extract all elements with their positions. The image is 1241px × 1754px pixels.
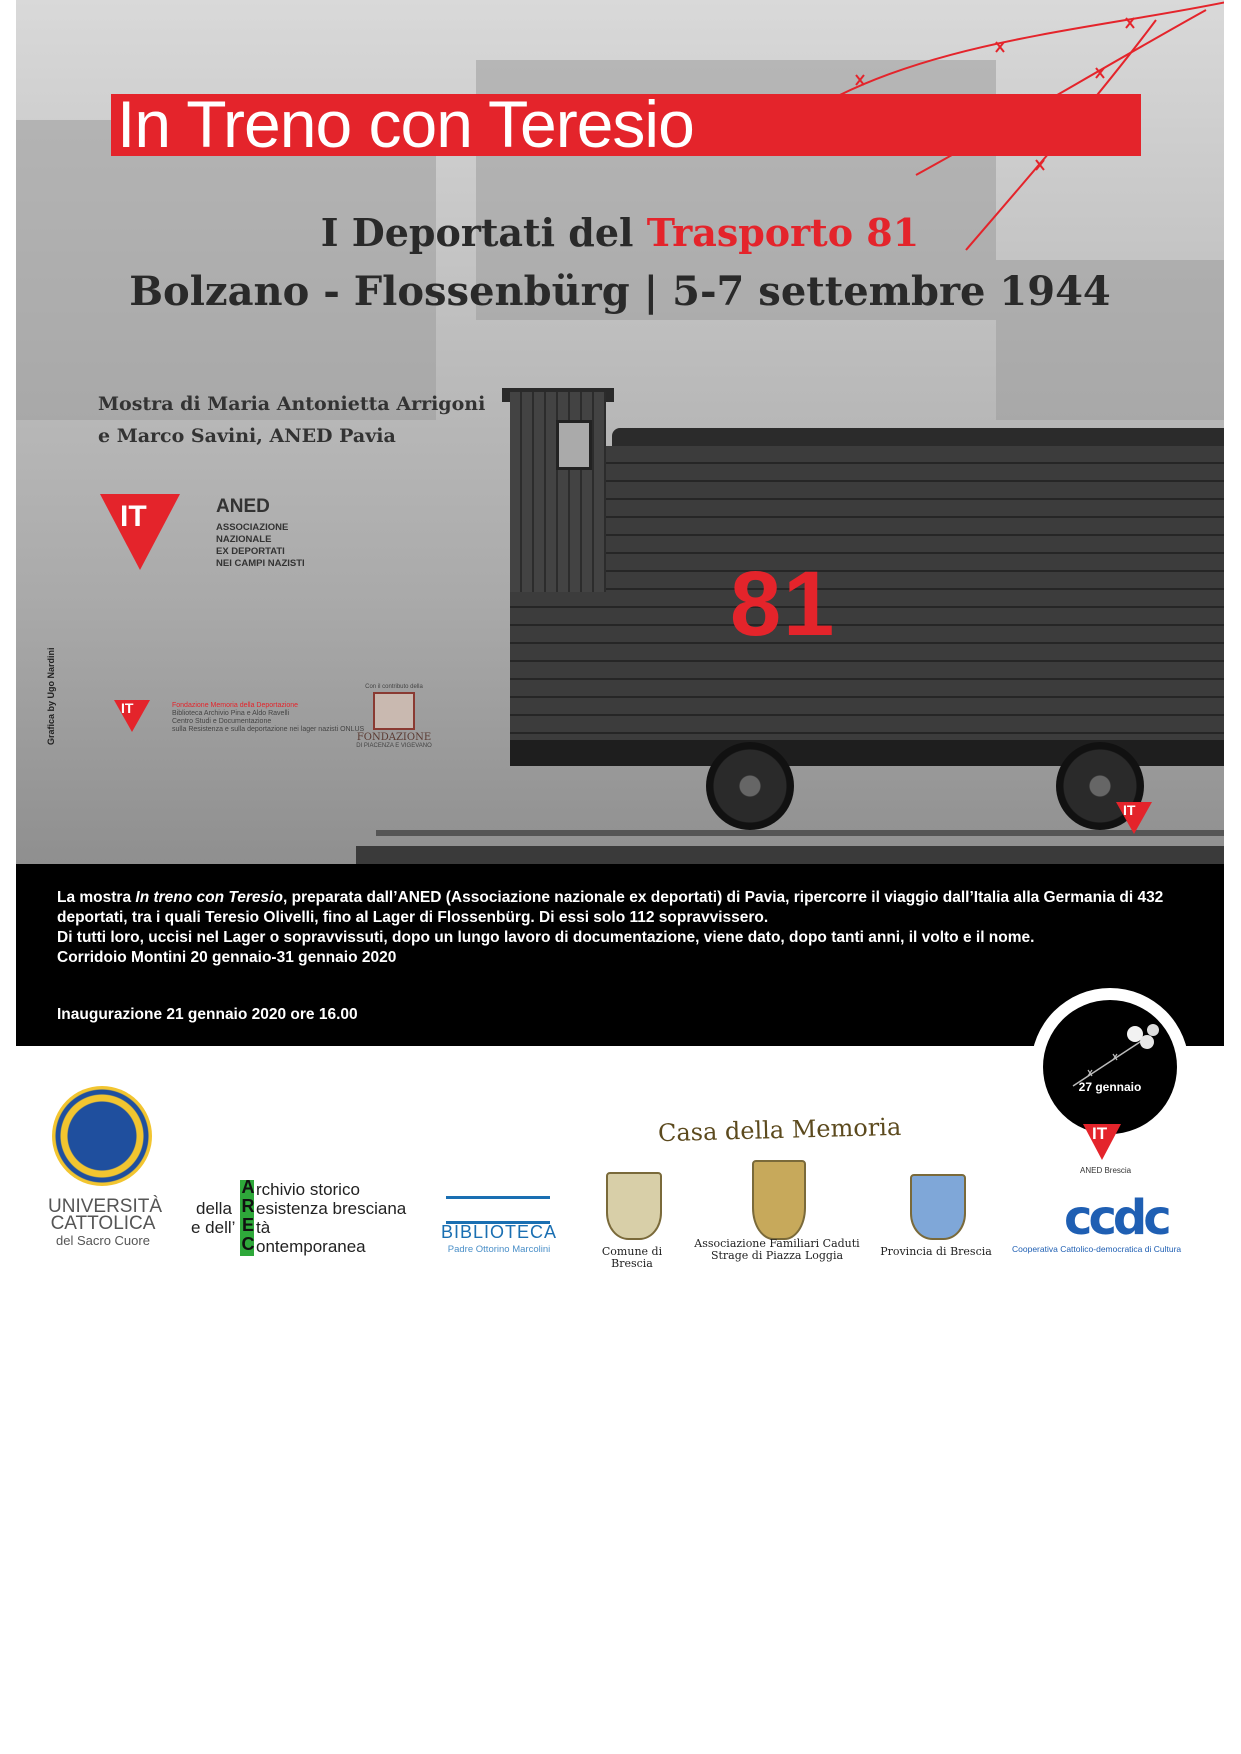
comune-crest-icon: [606, 1172, 662, 1240]
fondazione-sub: DI PIACENZA E VIGEVANO: [356, 743, 432, 749]
comune-label: Comune di Brescia: [601, 1245, 663, 1270]
fondazione-memoria-text: [172, 702, 364, 734]
arec-line: esistenza bresciana: [256, 1199, 407, 1218]
loggia-emblem-icon: [752, 1160, 806, 1240]
aned-name: ANED: [216, 496, 270, 517]
rail: [356, 846, 1224, 864]
desc-italic-title: In treno con Teresio: [135, 889, 283, 906]
rail: [376, 830, 1224, 836]
arec-letter: R: [241, 1196, 255, 1216]
provincia-crest-icon: [910, 1174, 966, 1240]
arec-letter: C: [241, 1234, 255, 1254]
familiari-line: Associazione Familiari Caduti: [694, 1237, 860, 1250]
small-it-label: IT: [1123, 802, 1136, 818]
flower-barbed-wire-icon: [1043, 1000, 1177, 1134]
contributo-label: Con il contributo della: [365, 684, 423, 690]
curator-line-1: Mostra di Maria Antonietta Arrigoni: [98, 393, 486, 415]
biblioteca-book-icon: [446, 1196, 550, 1224]
arec-line: e dell’: [191, 1218, 236, 1237]
poster-image: [16, 0, 1224, 864]
subtitle-highlight: Trasporto 81: [646, 210, 920, 255]
familiari-line: Strage di Piazza Loggia: [710, 1249, 844, 1262]
freight-wagon: [510, 446, 1224, 746]
curator-credit: [98, 388, 485, 452]
ucsc-line: CATTOLICA: [50, 1213, 156, 1234]
description-paragraph: [57, 888, 1197, 928]
aned-sub-line: ASSOCIAZIONE: [216, 522, 289, 533]
aned-logo-it: IT: [120, 500, 147, 533]
arec-line: ontemporanea: [256, 1237, 366, 1256]
aned-brescia-label: ANED Brescia: [1080, 1166, 1132, 1175]
ucsc-line: del Sacro Cuore: [56, 1233, 150, 1248]
ccdc-label: Cooperativa Cattolico-democratica di Cultura: [1012, 1244, 1182, 1254]
arec-letter: E: [241, 1215, 254, 1235]
poster-title: [111, 87, 1141, 161]
description-paragraph: Di tutti loro, uccisi nel Lager o sopravvissuti, dopo un lungo lavoro di documentazione, viene dato, dopo tanti anni, il volto e il nome.: [57, 929, 1035, 946]
subtitle-line-1: [16, 210, 1224, 255]
inauguration-date: Inaugurazione 21 gennaio 2020 ore 16.00: [57, 1006, 358, 1023]
fondazione-memoria-it: IT: [121, 700, 134, 716]
ucsc-seal-icon: [52, 1086, 152, 1186]
biblioteca-name: BIBLIOTECA: [440, 1222, 558, 1242]
arec-line: della: [196, 1199, 232, 1218]
aned-brescia-it: IT: [1092, 1124, 1108, 1143]
aned-subtitle: [216, 522, 305, 570]
ucsc-line: UNIVERSITÀ: [48, 1196, 163, 1217]
fmd-line: Centro Studi e Documentazione: [172, 718, 272, 725]
fmd-line: Biblioteca Archivio Pina e Aldo Ravelli: [172, 710, 290, 717]
biblioteca-sub: Padre Ottorino Marcolini: [447, 1244, 551, 1255]
wagon-wheel: [706, 742, 794, 830]
memorial-badge: [1043, 1000, 1177, 1134]
curator-line-2: e Marco Savini, ANED Pavia: [98, 425, 396, 447]
desc-text: , preparata dall’ANED (Associazione nazionale ex deportati) di Pavia, ripercorre il viaggio dall’Italia alla Germania di 432 deportati, tra i quali Teresio Olivelli, fino al Lager di Flossenbürg. Di essi solo 112 sopravvissero.: [57, 889, 1164, 926]
arec-line: tà: [256, 1218, 271, 1237]
ucsc-logo-text: [48, 1196, 163, 1249]
fondazione-icon: [373, 692, 415, 730]
memorial-badge-label: 27 gennaio: [1078, 1080, 1142, 1094]
wagon-number: 81: [730, 553, 837, 655]
aned-sub-line: EX DEPORTATI: [216, 546, 285, 557]
subtitle-prefix: I Deportati del: [320, 210, 647, 255]
fmd-line: Fondazione Memoria della Deportazione: [172, 702, 299, 709]
familiari-label: [690, 1238, 864, 1262]
arec-letters: [241, 1178, 255, 1254]
aned-sub-line: NEI CAMPI NAZISTI: [216, 558, 305, 569]
casa-della-memoria-title: Casa della Memoria: [657, 1112, 902, 1148]
grafica-credit: Grafica by Ugo Nardini: [46, 647, 56, 745]
exhibition-dates: Corridoio Montini 20 gennaio-31 gennaio 2020: [57, 949, 397, 966]
subtitle-line-2: Bolzano - Flossenbürg | 5-7 settembre 1944: [129, 268, 1111, 315]
desc-text: La mostra: [57, 889, 136, 906]
ccdc-logo: ccdc: [1064, 1190, 1168, 1246]
arec-line: rchivio storico: [256, 1180, 360, 1199]
exhibition-description: [57, 888, 1197, 968]
aned-sub-line: NAZIONALE: [216, 534, 272, 545]
provincia-label: Provincia di Brescia: [880, 1245, 992, 1258]
arec-letter: A: [241, 1177, 255, 1197]
fmd-line: sulla Resistenza e sulla deportazione nei lager nazisti ONLUS: [172, 726, 365, 733]
title-text: In Treno con Teresio: [117, 87, 694, 161]
fondazione-logo: [354, 684, 434, 749]
fondazione-name: FONDAZIONE: [356, 732, 432, 743]
wagon-cab-window: [556, 420, 592, 470]
